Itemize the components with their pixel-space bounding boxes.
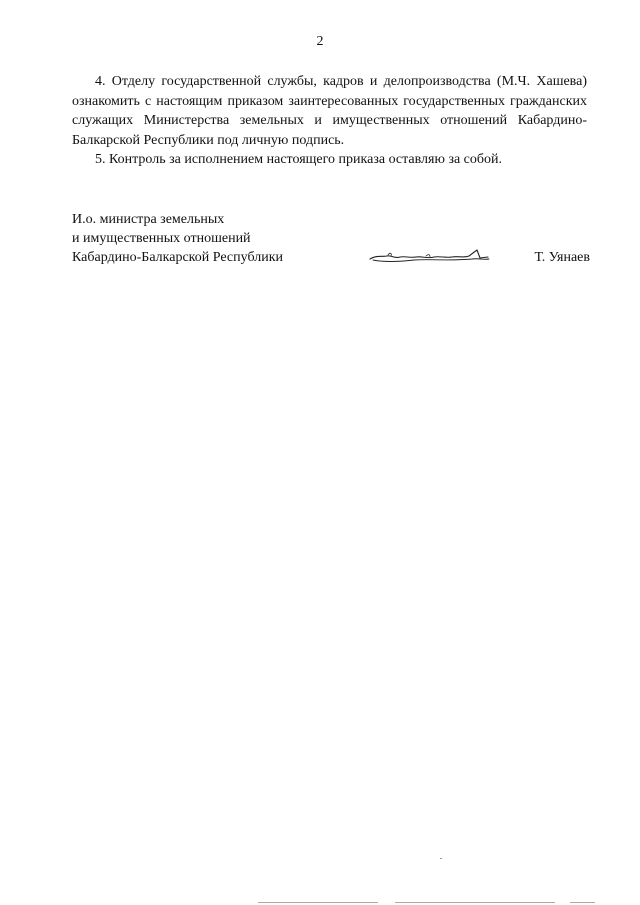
footer-scan-line (395, 902, 555, 903)
signer-title-line-2: и имущественных отношений (72, 231, 251, 246)
handwritten-signature-icon (368, 244, 490, 268)
paragraph-4: 4. Отделу государственной службы, кадров и делопроизводства (М.Ч. Хашева) ознакомить с настоящим приказом заинтересованных государственных гражданских служащих Министерства земельных и имущественных отношений Кабардино-Балкарской Республики под личную подпись. (72, 74, 587, 148)
signature-row (72, 248, 592, 267)
signature-block (72, 210, 592, 267)
footer-scan-line (258, 902, 378, 903)
paragraph-5: 5. Контроль за исполнением настоящего приказа оставляю за собой. (95, 152, 503, 167)
signer-title-line-1: И.о. министра земельных (72, 212, 225, 227)
document-body (72, 72, 587, 170)
signer-name: Т. Уянаев (534, 250, 590, 265)
footer-scan-line (570, 902, 595, 903)
scan-artifact (440, 858, 442, 859)
page-number: 2 (316, 34, 324, 49)
signer-title-line-3: Кабардино-Балкарской Республики (72, 250, 283, 265)
